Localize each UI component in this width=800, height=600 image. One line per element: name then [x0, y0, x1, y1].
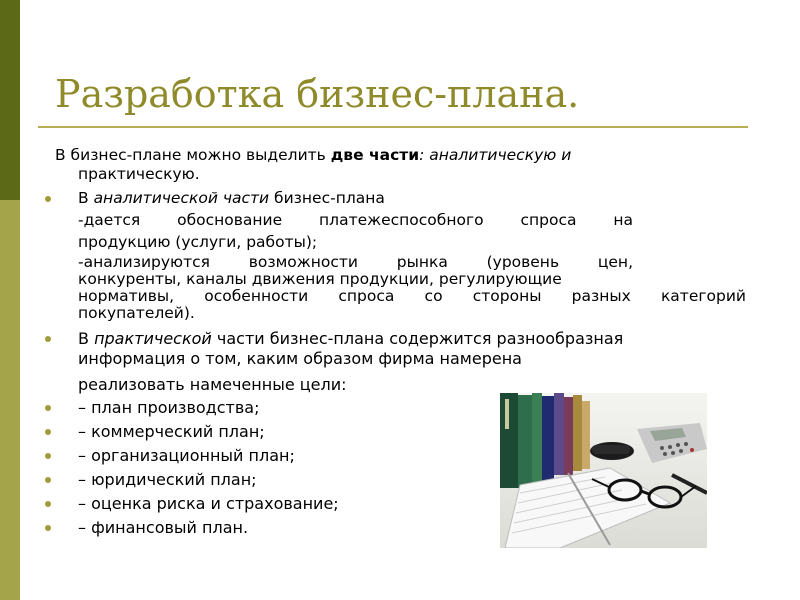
word: нормативы,: [78, 287, 175, 305]
practical-text-end: части бизнес-плана содержится разнообразная: [211, 329, 624, 348]
word: спроса: [520, 211, 577, 229]
bullet-dot: [45, 405, 51, 411]
intro-emphasis: две части: [330, 146, 420, 164]
bullet-dot: [45, 477, 51, 483]
practical-text: В: [78, 329, 95, 348]
bullet-dot: [45, 501, 51, 507]
analytic-heading: [78, 189, 385, 208]
plan-item: – юридический план;: [78, 470, 257, 489]
word: разных: [571, 287, 631, 305]
title-divider: [38, 126, 748, 128]
word: возможности: [248, 253, 358, 271]
plan-item: – финансовый план.: [78, 518, 249, 537]
practical-line-3: реализовать намеченные цели:: [78, 375, 347, 394]
intro-text: В бизнес-плане можно выделить: [55, 146, 331, 164]
word: со: [424, 287, 443, 305]
intro-text-end: : аналитическую и: [419, 146, 572, 164]
word: особенности: [204, 287, 309, 305]
practical-emphasis: практической: [94, 329, 212, 348]
slide-title: Разработка бизнес-плана.: [55, 72, 580, 116]
analytic-text: В: [78, 189, 94, 207]
analytic-line-6: покупателей).: [78, 304, 195, 322]
word: стороны: [472, 287, 542, 305]
bullet-dot: [45, 525, 51, 531]
word: категорий: [660, 287, 746, 305]
books-glasses-calculator-photo: [500, 393, 707, 548]
word: (уровень: [486, 253, 560, 271]
left-accent-bar-olive: [0, 200, 20, 600]
intro-line: [55, 146, 571, 165]
word: платежеспособного: [319, 211, 484, 229]
analytic-line-4: конкуренты, каналы движения продукции, регулирующие: [78, 270, 562, 288]
word: цен,: [597, 253, 633, 271]
plan-item: – оценка риска и страхование;: [78, 494, 339, 513]
analytic-emphasis: аналитической части: [93, 189, 270, 207]
word: -дается: [78, 211, 141, 229]
left-accent-bar-dark: [0, 0, 20, 200]
plan-item: – организационный план;: [78, 446, 295, 465]
analytic-line-1: [78, 211, 633, 230]
practical-heading: [78, 329, 623, 348]
analytic-text-end: бизнес-плана: [269, 189, 385, 207]
practical-line-2: информация о том, каким образом фирма намерена: [78, 349, 522, 368]
word: -анализируются: [78, 253, 210, 271]
word: на: [613, 211, 633, 229]
plan-item: – план производства;: [78, 398, 260, 417]
bullet-dot: [45, 336, 51, 342]
intro-line-cont: практическую.: [78, 165, 200, 183]
plan-item: – коммерческий план;: [78, 422, 265, 441]
word: обоснование: [177, 211, 283, 229]
bullet-dot: [45, 429, 51, 435]
word: спроса: [338, 287, 395, 305]
analytic-line-2: продукцию (услуги, работы);: [78, 233, 318, 251]
word: рынка: [396, 253, 448, 271]
bullet-dot: [45, 196, 51, 202]
bullet-dot: [45, 453, 51, 459]
